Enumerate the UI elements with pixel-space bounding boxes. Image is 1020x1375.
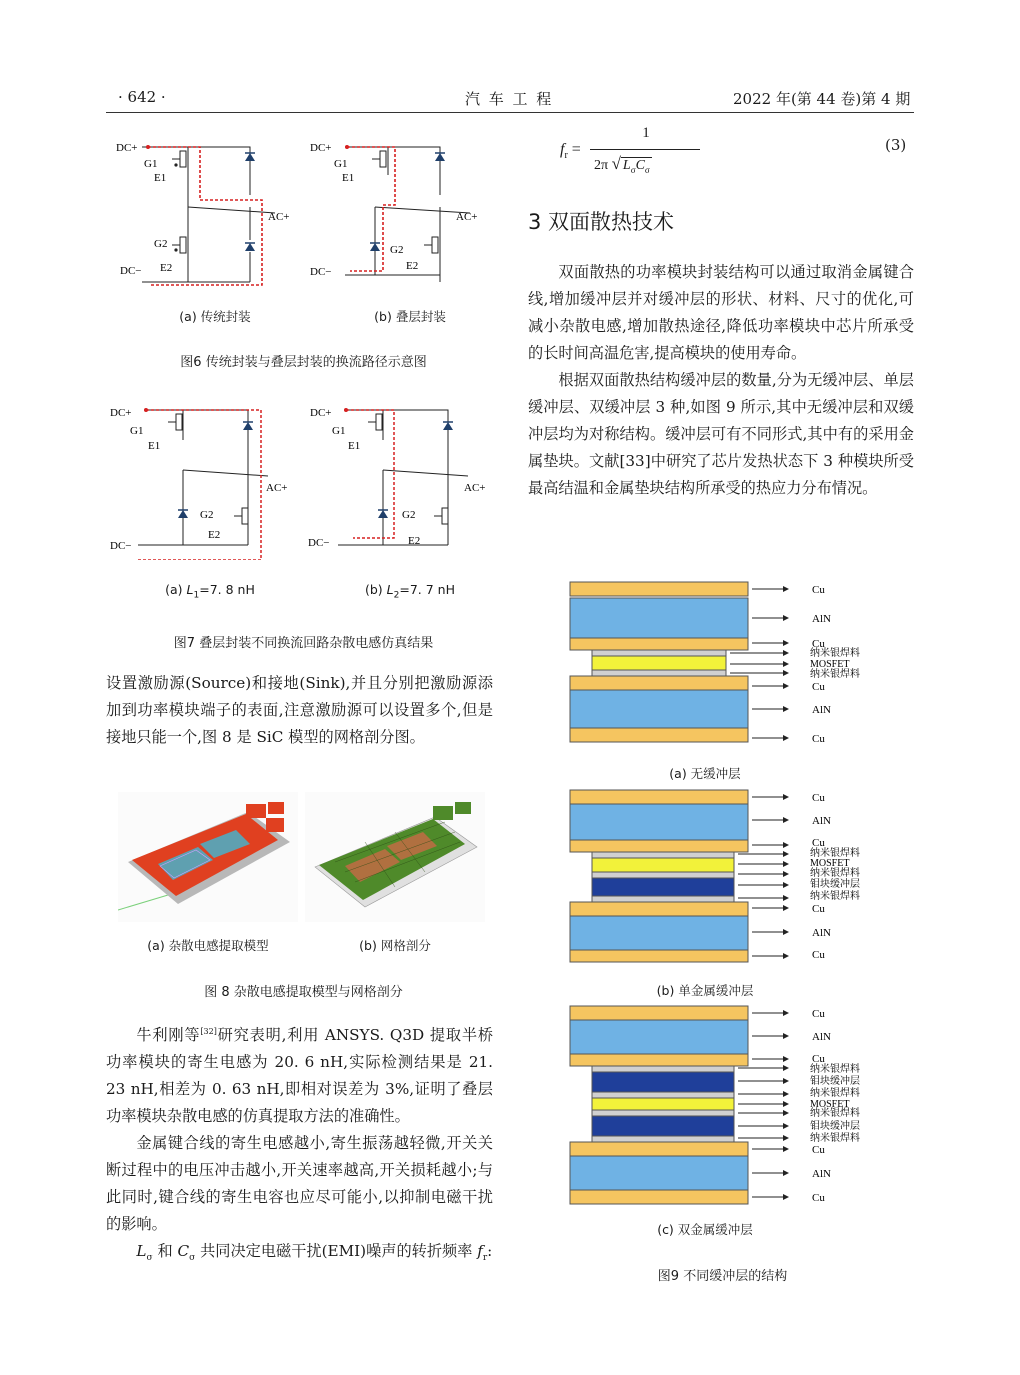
fig6a-g1: G1 — [144, 158, 158, 170]
fig9-caption: 图9 不同缓冲层的结构 — [657, 1269, 788, 1284]
fig7a-e2: E2 — [208, 529, 221, 541]
fig9b-solder2: 纳米银焊料 — [810, 868, 860, 879]
fig7b-dcp: DC+ — [310, 407, 332, 419]
fig9a-aln2: AlN — [812, 704, 831, 716]
fig7a-dcm: DC− — [110, 540, 132, 552]
left-paragraph-4: $L_\sigma$ 和 $C_\sigma$ 共同决定电磁干扰(EMI)噪声的转折频率 $f_r$: — [136, 1242, 493, 1264]
fig9a-cu4: Cu — [812, 733, 825, 745]
fig9-layer-stacks — [560, 576, 900, 1206]
fig9c-aln2: AlN — [812, 1168, 831, 1180]
fig9c-solder2: 纳米银焊料 — [810, 1088, 860, 1099]
fig9b-solder1: 纳米银焊料 — [810, 848, 860, 859]
fig7a-dcp: DC+ — [110, 407, 132, 419]
fig6a-g2: G2 — [154, 238, 168, 250]
fig7a-g2: G2 — [200, 509, 214, 521]
fig9b-stack — [570, 790, 788, 962]
fig9a-solder1: 纳米银焊料 — [810, 648, 860, 659]
fig6b-dcm: DC− — [310, 266, 332, 278]
fig7b-circuit — [338, 408, 468, 545]
issue-info: 2022 年(第 44 卷)第 4 期 — [733, 90, 911, 108]
fig9c-moly1: 钼块缓冲层 — [810, 1076, 860, 1087]
right-paragraph-1: 双面散热的功率模块封装结构可以通过取消金属键合线,增加缓冲层并对缓冲层的形状、材料、尺寸的优化,可减小杂散电感,增加散热途径,降低功率模块中芯片所承受的长时间高温危害,提高模块的使用寿命。 — [528, 263, 914, 362]
fig8-sub-a: (a) 杂散电感提取模型 — [147, 938, 269, 953]
fig7-circuits — [108, 400, 508, 560]
fig9c-aln1: AlN — [812, 1031, 831, 1043]
fig6b-e1: E1 — [342, 172, 355, 184]
right-paragraph-2: 根据双面散热结构缓冲层的数量,分为无缓冲层、单层缓冲层、双缓冲层 3 种,如图 9 所示,其中无缓冲层和双缓冲层均为对称结构。缓冲层可有不同形式,其中有的采用金属垫块。文献[33]中研究了芯片发热状态下 3 种模块所受最高结温和金属垫块结构所承受的热应力分布情况。 — [528, 371, 914, 497]
fig6b-g1: G1 — [334, 158, 348, 170]
fig9b-cu1: Cu — [812, 792, 825, 804]
fig7b-e2: E2 — [408, 535, 421, 547]
fig9a-aln1: AlN — [812, 613, 831, 625]
fig9c-stack — [570, 1006, 788, 1204]
fig9b-aln1: AlN — [812, 815, 831, 827]
fig9b-moly: 钼块缓冲层 — [810, 879, 860, 890]
section-3-title: 3 双面散热技术 — [528, 210, 675, 234]
fig7b-ac: AC+ — [464, 482, 486, 494]
fig8a-model-image — [118, 792, 298, 922]
fig9a-solder2: 纳米银焊料 — [810, 669, 860, 680]
header-rule — [106, 112, 914, 113]
fig9b-solder3: 纳米银焊料 — [810, 891, 860, 902]
fig9c-solder4: 纳米银焊料 — [810, 1133, 860, 1144]
fig6a-e2: E2 — [160, 262, 173, 274]
left-paragraph-2: 牛利刚等[32]研究表明,利用 ANSYS. Q3D 提取半桥功率模块的寄生电感为 20. 6 nH,实际检测结果是 21. 23 nH,相差为 0. 63 nH,即相对误差为 3%,证明了叠层功率模块杂散电感的仿真提取方法的准确性。 — [106, 1026, 494, 1126]
fig9b-mosfet: MOSFET — [810, 858, 850, 869]
fig6a-dcm: DC− — [120, 265, 142, 277]
left-paragraph-3: 金属键合线的寄生电感越小,寄生振荡越轻微,开关关断过程中的电压冲击越小,开关速率越高,开关损耗越小;与此同时,键合线的寄生电容也应尽可能小,以抑制电磁干扰的影响。 — [106, 1134, 493, 1234]
fig9-sub-c: (c) 双金属缓冲层 — [657, 1222, 753, 1237]
fig9-sub-a: (a) 无缓冲层 — [669, 766, 741, 781]
fig9-sub-b: (b) 单金属缓冲层 — [656, 983, 754, 998]
fig8b-mesh-image — [305, 792, 485, 922]
left-paragraphs — [106, 1018, 493, 1272]
fig9c-cu3: Cu — [812, 1144, 825, 1156]
fig9b-aln2: AlN — [812, 927, 831, 939]
left-paragraph-1: 设置激励源(Source)和接地(Sink),并且分别把激励源添加到功率模块端子的表面,注意激励源可以设置多个,但是接地只能一个,图 8 是 SiC 模型的网格剖分图。 — [106, 674, 493, 746]
page-number: · 642 · — [118, 88, 166, 106]
fig6b-g2: G2 — [390, 244, 404, 256]
fig9a-cu1: Cu — [812, 584, 825, 596]
fig7-sub-b: (b) $L_2=7$. 7 nH — [365, 582, 455, 601]
fig6-caption: 图6 传统封装与叠层封装的换流路径示意图 — [180, 355, 427, 370]
fig9c-solder3: 纳米银焊料 — [810, 1108, 860, 1119]
fig9b-cu2: Cu — [812, 837, 825, 849]
fig6b-e2: E2 — [406, 260, 419, 272]
fig7b-g2: G2 — [402, 509, 416, 521]
fig6a-dcp: DC+ — [116, 142, 138, 154]
fig6b-ac: AC+ — [456, 211, 478, 223]
fig9c-cu4: Cu — [812, 1192, 825, 1204]
fig7a-e1: E1 — [148, 440, 161, 452]
fig6-sub-b: (b) 叠层封装 — [374, 309, 446, 324]
fig9a-cu3: Cu — [812, 681, 825, 693]
fig9b-cu4: Cu — [812, 949, 825, 961]
fig9a-cu2: Cu — [812, 638, 825, 650]
fig8-caption: 图 8 杂散电感提取模型与网格剖分 — [204, 985, 403, 1000]
fig9a-stack — [570, 582, 788, 742]
journal-title: 汽 车 工 程 — [465, 90, 554, 108]
fig7-sub-a: (a) $L_1=7$. 8 nH — [165, 582, 255, 601]
fig6a-e1: E1 — [154, 172, 167, 184]
fig7-caption: 图7 叠层封装不同换流回路杂散电感仿真结果 — [173, 636, 434, 651]
fig6-sub-a: (a) 传统封装 — [179, 309, 251, 324]
equation-3: $f_r$ = 1 2π √ $L_\sigma C_\sigma$ — [560, 125, 680, 180]
fig7b-g1: G1 — [332, 425, 346, 437]
fig6-circuits — [110, 125, 510, 295]
fig9b-cu3: Cu — [812, 903, 825, 915]
fig7b-e1: E1 — [348, 440, 361, 452]
right-paragraphs — [528, 259, 914, 502]
fig7b-dcm: DC− — [308, 537, 330, 549]
fig6a-ac: AC+ — [268, 211, 290, 223]
fig7a-circuit — [138, 408, 268, 560]
fig9c-solder1: 纳米银焊料 — [810, 1064, 860, 1075]
fig7a-ac: AC+ — [266, 482, 288, 494]
fig8-sub-b: (b) 网格剖分 — [359, 938, 431, 953]
fig9a-mosfet: MOSFET — [810, 659, 850, 670]
fig7a-g1: G1 — [130, 425, 144, 437]
fig9c-cu2: Cu — [812, 1053, 825, 1065]
fig6b-dcp: DC+ — [310, 142, 332, 154]
fig9c-moly2: 钼块缓冲层 — [810, 1121, 860, 1132]
fig9c-cu1: Cu — [812, 1008, 825, 1020]
fig9c-mosfet: MOSFET — [810, 1099, 850, 1110]
equation-number: (3) — [885, 136, 907, 154]
